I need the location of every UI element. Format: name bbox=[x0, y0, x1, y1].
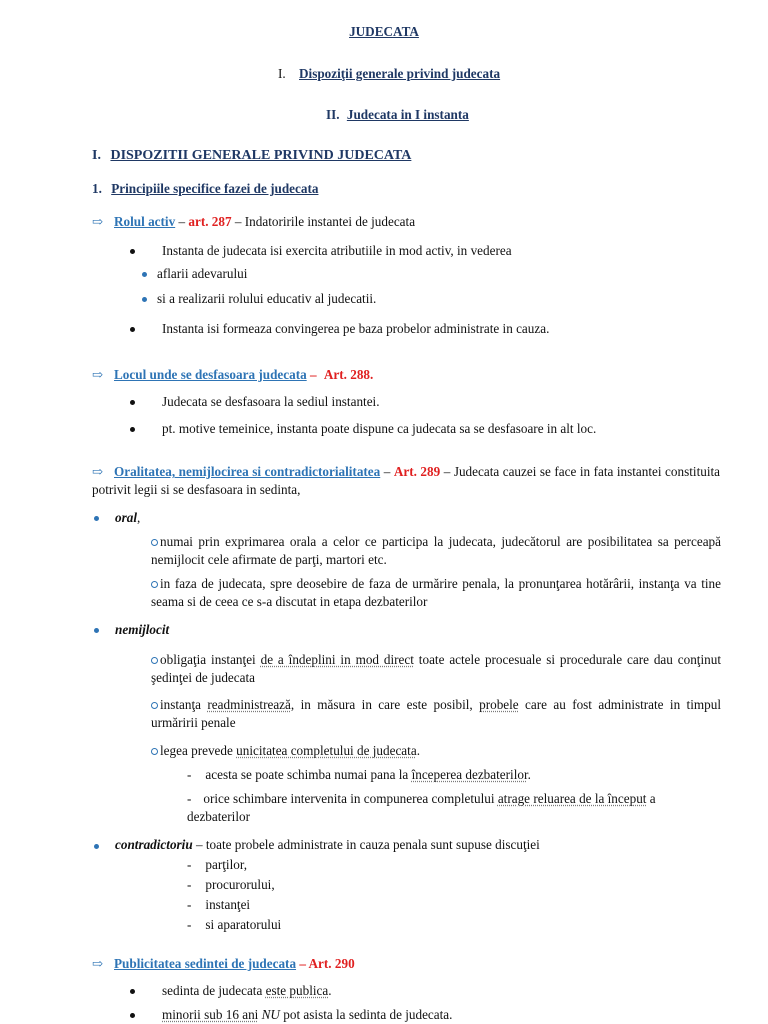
dash: – bbox=[296, 956, 309, 971]
list-item bbox=[187, 877, 275, 893]
list-item bbox=[162, 983, 332, 999]
subsection-title: Principiile specifice fazei de judecata bbox=[111, 181, 319, 196]
item-text: parţilor, bbox=[205, 857, 247, 872]
item-text: legea prevede bbox=[160, 743, 237, 758]
item-text: in faza de judecata, spre deosebire de faza de urmărire penala, la pronunţarea hotărârii, instanţa va tine seama si de ceea ce s-a discutat in etapa dezbaterilor bbox=[151, 576, 721, 609]
item-text: instanţei bbox=[205, 897, 251, 912]
section-number: I. bbox=[92, 148, 101, 163]
topic-publicitatea bbox=[92, 956, 355, 972]
toc-link[interactable]: Judecata in I instanta bbox=[346, 107, 469, 122]
topic-description: Judecata cauzei se face in fata instantei constituita potrivit legii si se desfasoara in sedinta, bbox=[92, 464, 721, 497]
list-item: aflarii adevarului bbox=[157, 266, 248, 281]
dash-bullet-icon: - bbox=[187, 897, 192, 912]
dash: – bbox=[175, 214, 189, 229]
bullet-icon bbox=[142, 272, 147, 277]
list-item: Judecata se desfasoara la sediul instantei. bbox=[162, 394, 380, 409]
arrow-right-icon: ⇨ bbox=[92, 956, 104, 971]
list-item: Instanta isi formeaza convingerea pe baza probelor administrate in cauza. bbox=[162, 321, 550, 336]
circle-bullet-icon bbox=[151, 581, 158, 588]
dash-bullet-icon: - bbox=[187, 877, 192, 892]
item-text: toate actele procesuale si procedurale care dau conţinut şedinţei de judecata bbox=[151, 652, 721, 685]
list-item bbox=[187, 897, 250, 913]
circle-bullet-icon bbox=[151, 748, 158, 755]
bullet-icon bbox=[130, 249, 135, 254]
list-item: Instanta de judecata isi exercita atributiile in mod activ, in vederea bbox=[162, 243, 512, 258]
item-text-marked: minorii sub 16 ani bbox=[162, 1007, 259, 1022]
topic-locul bbox=[92, 367, 373, 383]
topic-link[interactable]: Locul unde se desfasoara judecata bbox=[114, 367, 307, 382]
dash: – bbox=[440, 464, 454, 479]
bullet-icon bbox=[94, 628, 99, 633]
nemij-item-2 bbox=[151, 696, 721, 732]
bullet-icon bbox=[130, 427, 135, 432]
dash: – bbox=[231, 214, 245, 229]
subsection-heading bbox=[92, 181, 318, 197]
topic-oralitatea bbox=[92, 463, 720, 499]
topic-rolul-activ bbox=[92, 214, 415, 230]
oral-item-1 bbox=[151, 533, 721, 569]
item-text: obligaţia instanţei bbox=[160, 652, 261, 667]
circle-bullet-icon bbox=[151, 657, 158, 664]
document-title: JUDECATA bbox=[349, 24, 419, 39]
item-text: acesta se poate schimba numai pana la bbox=[205, 767, 412, 782]
term: contradictoriu bbox=[115, 837, 193, 852]
bullet-icon bbox=[94, 516, 99, 521]
item-text-marked: este publica bbox=[265, 983, 329, 998]
dash-bullet-icon: - bbox=[187, 767, 192, 782]
item-text: . bbox=[527, 767, 531, 782]
item-text-marked: de a îndeplini in mod direct bbox=[260, 652, 414, 667]
item-text: sedinta de judecata bbox=[162, 983, 266, 998]
oral-item-2 bbox=[151, 575, 721, 611]
item-text: numai prin exprimarea orala a celor ce participa la judecata, judecătorul are posibilitatea sa perceapă nemijlocit cele afirmate de parţi, martori etc. bbox=[151, 534, 721, 567]
item-text: care au fost administrate in timpul urmăririi penale bbox=[151, 697, 721, 730]
article-ref: art. 287 bbox=[188, 214, 232, 229]
term-label bbox=[115, 837, 540, 853]
topic-link[interactable]: Oralitatea, nemijlocirea si contradictorialitatea bbox=[114, 464, 381, 479]
item-text-marked: începerea dezbaterilor bbox=[411, 767, 528, 782]
topic-link[interactable]: Publicitatea sedintei de judecata bbox=[114, 956, 297, 971]
item-text: instanţa bbox=[160, 697, 208, 712]
term: oral bbox=[115, 510, 137, 525]
dash: – bbox=[380, 464, 394, 479]
toc-entry-2[interactable] bbox=[326, 107, 469, 123]
article-ref: Art. 289 bbox=[393, 464, 441, 479]
section-heading bbox=[92, 148, 411, 164]
toc-number: II. bbox=[326, 107, 340, 122]
bullet-icon bbox=[130, 327, 135, 332]
list-item: pt. motive temeinice, instanta poate dispune ca judecata sa se desfasoare in alt loc. bbox=[162, 421, 597, 436]
subsection-number: 1. bbox=[92, 181, 102, 196]
item-text: procurorului, bbox=[205, 877, 275, 892]
item-text-marked: unicitatea completului de judecata bbox=[236, 743, 417, 758]
item-text: orice schimbare intervenita in compunerea completului bbox=[203, 791, 498, 806]
bullet-icon bbox=[130, 400, 135, 405]
term-label bbox=[115, 510, 140, 526]
section-title: DISPOZITII GENERALE PRIVIND JUDECATA bbox=[110, 148, 412, 163]
bullet-icon bbox=[94, 844, 99, 849]
item-text: . bbox=[328, 983, 332, 998]
bullet-icon bbox=[142, 297, 147, 302]
list-item bbox=[187, 857, 247, 873]
dash-bullet-icon: - bbox=[187, 857, 192, 872]
bullet-icon bbox=[130, 1013, 135, 1018]
item-text: a dezbaterilor bbox=[187, 791, 656, 824]
bullet-icon bbox=[130, 989, 135, 994]
item-text-marked: readministrează bbox=[207, 697, 291, 712]
dash: – bbox=[306, 367, 320, 382]
list-item: si a realizarii rolului educativ al judecatii. bbox=[157, 291, 377, 306]
list-item bbox=[162, 1007, 452, 1023]
item-text: pot asista la sedinta de judecata. bbox=[279, 1007, 453, 1022]
circle-bullet-icon bbox=[151, 702, 158, 709]
item-text-emphasis: NU bbox=[261, 1007, 280, 1022]
circle-bullet-icon bbox=[151, 539, 158, 546]
term-description: – toate probele administrate in cauza penala sunt supuse discuţiei bbox=[192, 837, 540, 852]
arrow-right-icon: ⇨ bbox=[92, 464, 104, 479]
toc-link[interactable]: Dispoziţii generale privind judecata bbox=[299, 66, 501, 81]
item-text: , in măsura in care este posibil, bbox=[290, 697, 480, 712]
item-text-marked: probele bbox=[479, 697, 519, 712]
list-item bbox=[187, 917, 281, 933]
punctuation: , bbox=[136, 510, 141, 525]
item-text: . bbox=[416, 743, 420, 758]
term-label: nemijlocit bbox=[115, 622, 170, 637]
item-text: si aparatorului bbox=[205, 917, 282, 932]
arrow-right-icon: ⇨ bbox=[92, 214, 104, 229]
arrow-right-icon: ⇨ bbox=[92, 367, 104, 382]
dash-bullet-icon: - bbox=[187, 917, 192, 932]
dash-bullet-icon: - bbox=[187, 791, 192, 806]
topic-link[interactable]: Rolul activ bbox=[114, 214, 176, 229]
toc-number: I. bbox=[278, 66, 286, 81]
toc-entry-1[interactable] bbox=[278, 66, 500, 82]
nemij-item-1 bbox=[151, 651, 721, 687]
nemij-subitem-2 bbox=[187, 790, 721, 826]
topic-description: Indatoririle instantei de judecata bbox=[244, 214, 416, 229]
nemij-item-3 bbox=[151, 743, 420, 759]
nemij-subitem-1 bbox=[187, 767, 531, 783]
article-ref: Art. 288. bbox=[323, 367, 374, 382]
article-ref: Art. 290 bbox=[308, 956, 355, 971]
item-text-marked: atrage reluarea de la început bbox=[497, 791, 647, 806]
